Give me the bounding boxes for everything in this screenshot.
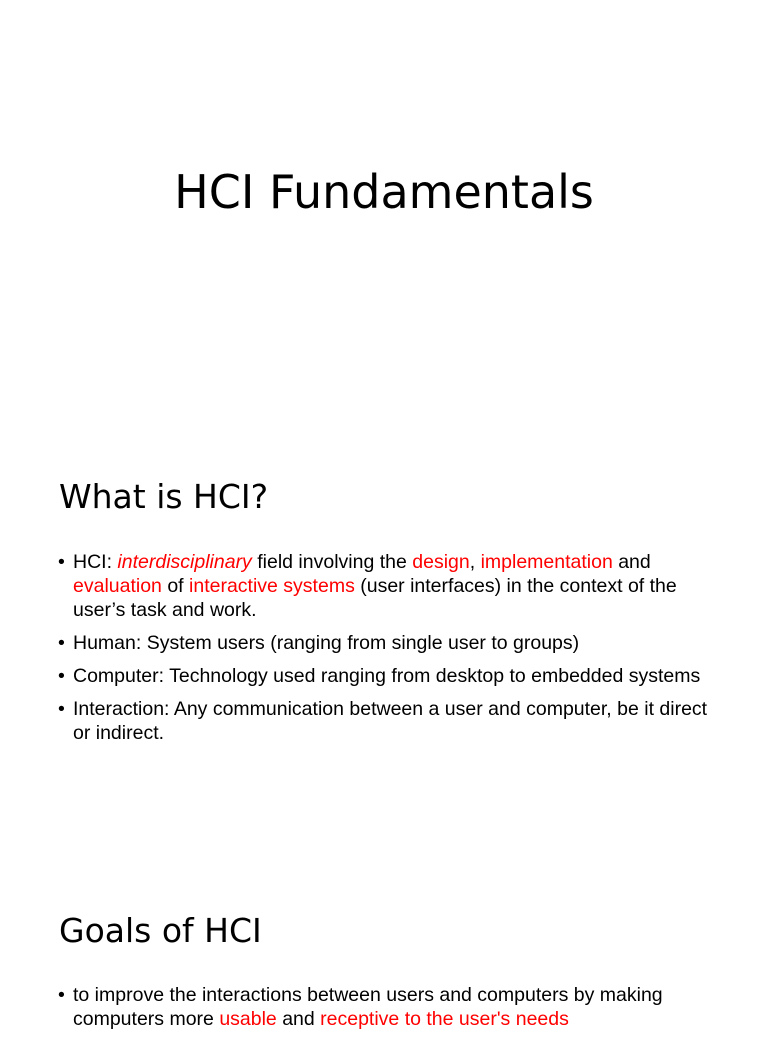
bullet-human: • Human: System users (ranging from single user to groups) xyxy=(58,631,708,655)
bullet-computer: • Computer: Technology used ranging from desktop to embedded systems xyxy=(58,664,708,688)
bullet-text: and xyxy=(276,1008,321,1030)
bullet-hci-definition xyxy=(58,550,708,622)
section-heading-goals-of-hci: Goals of HCI xyxy=(59,911,262,950)
bullet-text: of xyxy=(161,575,190,597)
bullet-list-goals xyxy=(58,983,708,1040)
section-heading-what-is-hci: What is HCI? xyxy=(59,477,269,516)
highlight-design: design xyxy=(412,551,470,573)
highlight-interdisciplinary: interdisciplinary xyxy=(117,551,252,573)
slide-title: HCI Fundamentals xyxy=(174,165,594,219)
highlight-interactive-systems: interactive systems xyxy=(189,575,355,597)
bullet-text: and xyxy=(612,551,651,573)
highlight-implementation: implementation xyxy=(480,551,613,573)
bullet-text: to improve the interactions between users and computers by making computers more xyxy=(73,984,663,1030)
bullet-text: (user interfaces) in the context of the user’s task and work. xyxy=(73,575,677,621)
highlight-evaluation: evaluation xyxy=(73,575,162,597)
bullet-list-what-is-hci xyxy=(58,550,708,754)
bullet-text: , xyxy=(469,551,481,573)
bullet-text: HCI: xyxy=(73,551,118,573)
bullet-interaction: • Interaction: Any communication between a user and computer, be it direct or indirect. xyxy=(58,697,708,745)
highlight-usable: usable xyxy=(219,1008,277,1030)
bullet-text: field involving the xyxy=(251,551,413,573)
highlight-receptive: receptive to the user's needs xyxy=(320,1008,569,1030)
